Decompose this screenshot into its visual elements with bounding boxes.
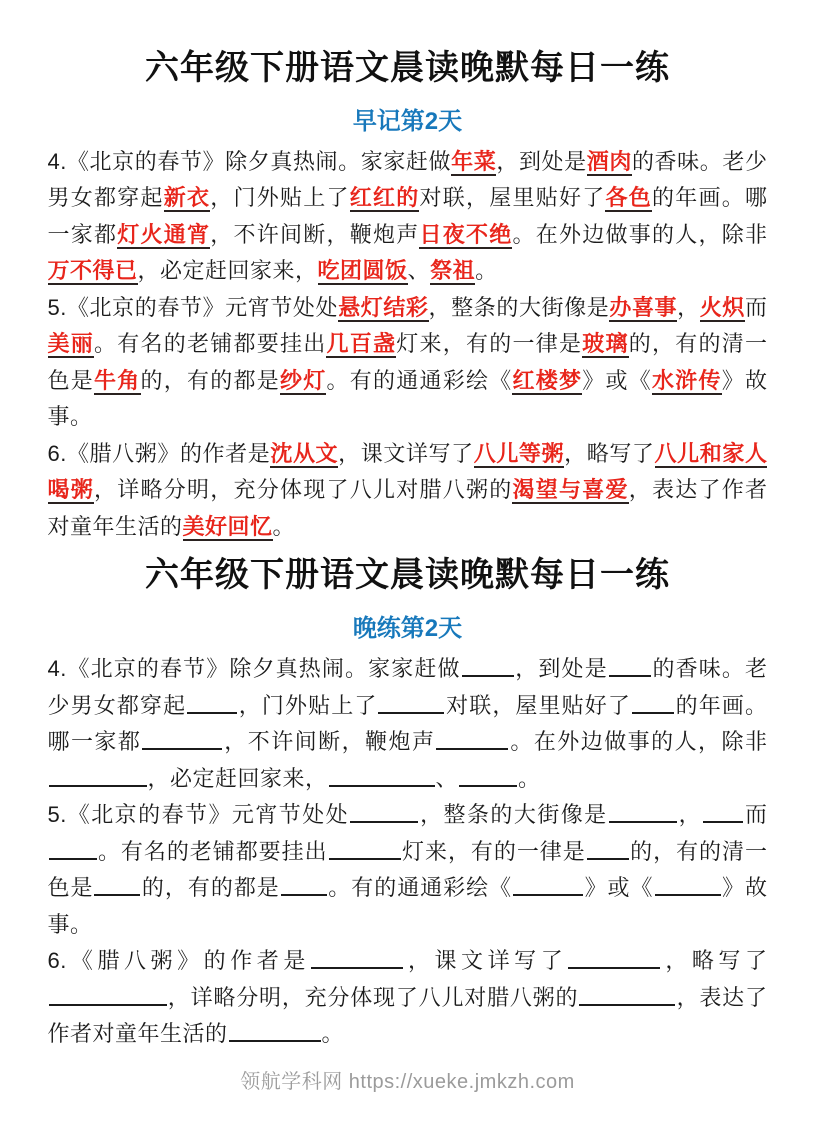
body-text: 。 — [321, 1021, 345, 1047]
body-text: ，略写了 — [661, 948, 768, 974]
answer-text: 祭祖 — [430, 258, 476, 284]
answer-text: 年菜 — [451, 148, 497, 174]
body-text: ，门外贴上了 — [238, 692, 378, 718]
fill-in-blank — [703, 819, 743, 823]
answer-text: 纱灯 — [279, 367, 327, 393]
fill-in-blank — [142, 746, 222, 750]
body-text: 而 — [744, 294, 768, 320]
body-text: 灯来，有的一律是 — [396, 331, 583, 357]
answer-text: 吃团圆饭 — [317, 258, 408, 284]
body-text: ，整条的大街像是 — [428, 294, 610, 320]
answer-text: 酒肉 — [586, 148, 632, 174]
fill-in-blank — [513, 892, 583, 896]
body-text: 。有名的老铺都要挂出 — [94, 331, 327, 357]
fill-in-blank — [632, 710, 674, 714]
body-text: ，必定赶回家来， — [147, 765, 328, 791]
worksheet-title-repeat: 六年级下册语文晨读晚默每日一练 — [145, 555, 670, 596]
answer-text: 八儿等粥 — [473, 440, 565, 466]
body-text: 的，有的清一色是 — [47, 838, 768, 901]
body-text: 》故事。 — [47, 875, 768, 937]
exercise-body-blanks — [48, 651, 768, 1053]
body-text: ，课文详写了 — [403, 948, 568, 974]
fill-in-blank — [350, 819, 418, 823]
body-text: 的，有的都是 — [141, 875, 280, 901]
fill-in-blank — [94, 892, 140, 896]
body-text: ，到处是 — [496, 148, 587, 174]
answer-text: 红楼梦 — [512, 367, 583, 393]
answer-text: 水浒传 — [651, 367, 722, 393]
fill-in-blank — [281, 892, 327, 896]
day-subtitle-evening: 晚练第2天 — [352, 615, 463, 643]
body-text: ，到处是 — [514, 656, 608, 682]
body-text: ，略写了 — [564, 440, 655, 466]
fill-in-blank — [655, 892, 721, 896]
fill-in-blank — [311, 965, 403, 969]
body-text: ， — [677, 802, 703, 828]
body-text: 对联，屋里贴好了 — [419, 185, 606, 211]
body-text: 的香味。老少男女都穿起 — [47, 656, 768, 718]
worksheet-title: 六年级下册语文晨读晚默每日一练 — [145, 48, 670, 88]
fill-in-blank — [609, 819, 677, 823]
body-text: ，表达了作者对童年生活的 — [47, 984, 768, 1047]
body-text: 6.《腊八粥》的作者是 — [47, 948, 310, 974]
section-evening-practice — [48, 545, 768, 1052]
body-text: ，表达了作者对童年生活的 — [47, 477, 768, 539]
fill-in-blank — [329, 783, 435, 787]
section-morning-memorize — [48, 0, 768, 545]
body-text: ，不许间断，鞭炮声 — [210, 221, 420, 247]
body-text: 的，有的清一色是 — [47, 331, 768, 393]
body-text: 。有的通通彩绘《 — [326, 367, 513, 393]
body-text: 6.《腊八粥》的作者是 — [47, 440, 271, 466]
watermark-text: 领航学科网 https://xueke.jmkzh.com — [240, 1071, 575, 1093]
body-text: 5.《北京的春节》元宵节处处 — [47, 294, 339, 320]
exercise-paragraph — [48, 651, 768, 797]
fill-in-blank — [609, 673, 651, 677]
exercise-paragraph — [48, 144, 768, 290]
body-text: ，详略分明，充分体现了八儿对腊八粥的 — [94, 477, 513, 503]
body-text: 。 — [518, 765, 541, 791]
exercise-paragraph — [48, 943, 768, 1053]
answer-text: 各色 — [605, 185, 652, 211]
fill-in-blank — [187, 710, 237, 714]
exercise-paragraph — [48, 290, 768, 436]
body-text: ， — [677, 294, 700, 320]
body-text: ，详略分明，充分体现了八儿对腊八粥的 — [167, 984, 579, 1010]
body-text: ，必定赶回家来， — [137, 258, 318, 284]
body-text: ，门外贴上了 — [210, 185, 350, 211]
body-text: 。有的通通彩绘《 — [327, 875, 513, 901]
answer-text: 日夜不绝 — [419, 221, 513, 247]
answer-text: 美丽 — [47, 331, 94, 357]
fill-in-blank — [459, 783, 517, 787]
fill-in-blank — [579, 1002, 675, 1006]
answer-text: 渴望与喜爱 — [512, 477, 629, 503]
fill-in-blank — [568, 965, 660, 969]
day-subtitle-morning: 早记第2天 — [352, 107, 463, 135]
body-text: 的香味。老少男女都穿起 — [47, 148, 768, 211]
body-text: 的年画。哪一家都 — [47, 185, 768, 247]
body-text: 4.《北京的春节》除夕真热闹。家家赶做 — [47, 148, 452, 174]
exercise-paragraph — [48, 436, 768, 546]
body-text: ，整条的大街像是 — [419, 802, 608, 828]
body-text: ，课文详写了 — [338, 440, 474, 466]
body-text: 的年画。哪一家都 — [47, 692, 768, 755]
fill-in-blank — [49, 1002, 167, 1006]
body-text: 而 — [744, 802, 768, 828]
fill-in-blank — [49, 856, 97, 860]
exercise-body-answers — [48, 144, 768, 546]
answer-text: 沈从文 — [270, 440, 339, 466]
answer-text: 火炽 — [699, 294, 745, 320]
body-text: 。有名的老铺都要挂出 — [97, 838, 328, 864]
body-text: 》故事。 — [47, 367, 768, 430]
exercise-paragraph — [48, 797, 768, 943]
body-text: 的，有的都是 — [140, 367, 280, 393]
fill-in-blank — [49, 783, 147, 787]
answer-text: 万不得已 — [47, 258, 138, 284]
answer-text: 悬灯结彩 — [338, 294, 429, 320]
answer-text: 美好回忆 — [182, 513, 273, 539]
body-text: 。 — [272, 513, 296, 539]
body-text: 、 — [435, 765, 459, 791]
answer-text: 灯火通宵 — [117, 221, 211, 247]
answer-text: 牛角 — [94, 367, 141, 393]
body-text: ，不许间断，鞭炮声 — [223, 729, 436, 755]
fill-in-blank — [436, 746, 508, 750]
answer-text: 红红的 — [349, 185, 420, 211]
answer-text: 八儿和家人喝粥 — [47, 440, 768, 503]
fill-in-blank — [329, 856, 401, 860]
body-text: 灯来，有的一律是 — [401, 838, 586, 864]
body-text: 。在外边做事的人，除非 — [512, 221, 768, 247]
fill-in-blank — [229, 1038, 321, 1042]
body-text: 》或《 — [584, 875, 654, 901]
body-text: 5.《北京的春节》元宵节处处 — [47, 802, 350, 828]
body-text: 。在外边做事的人，除非 — [509, 729, 768, 755]
body-text: 对联，屋里贴好了 — [445, 692, 632, 718]
body-text: 4.《北京的春节》除夕真热闹。家家赶做 — [47, 656, 461, 682]
body-text: 。 — [475, 258, 498, 284]
fill-in-blank — [587, 856, 629, 860]
body-text: 》或《 — [582, 367, 652, 393]
watermark-footer — [0, 1065, 815, 1094]
fill-in-blank — [462, 673, 514, 677]
fill-in-blank — [378, 710, 444, 714]
body-text: 、 — [407, 258, 431, 284]
answer-text: 几百盏 — [326, 331, 397, 357]
answer-text: 新衣 — [163, 185, 211, 211]
answer-text: 玻璃 — [582, 331, 629, 357]
answer-text: 办喜事 — [609, 294, 678, 320]
